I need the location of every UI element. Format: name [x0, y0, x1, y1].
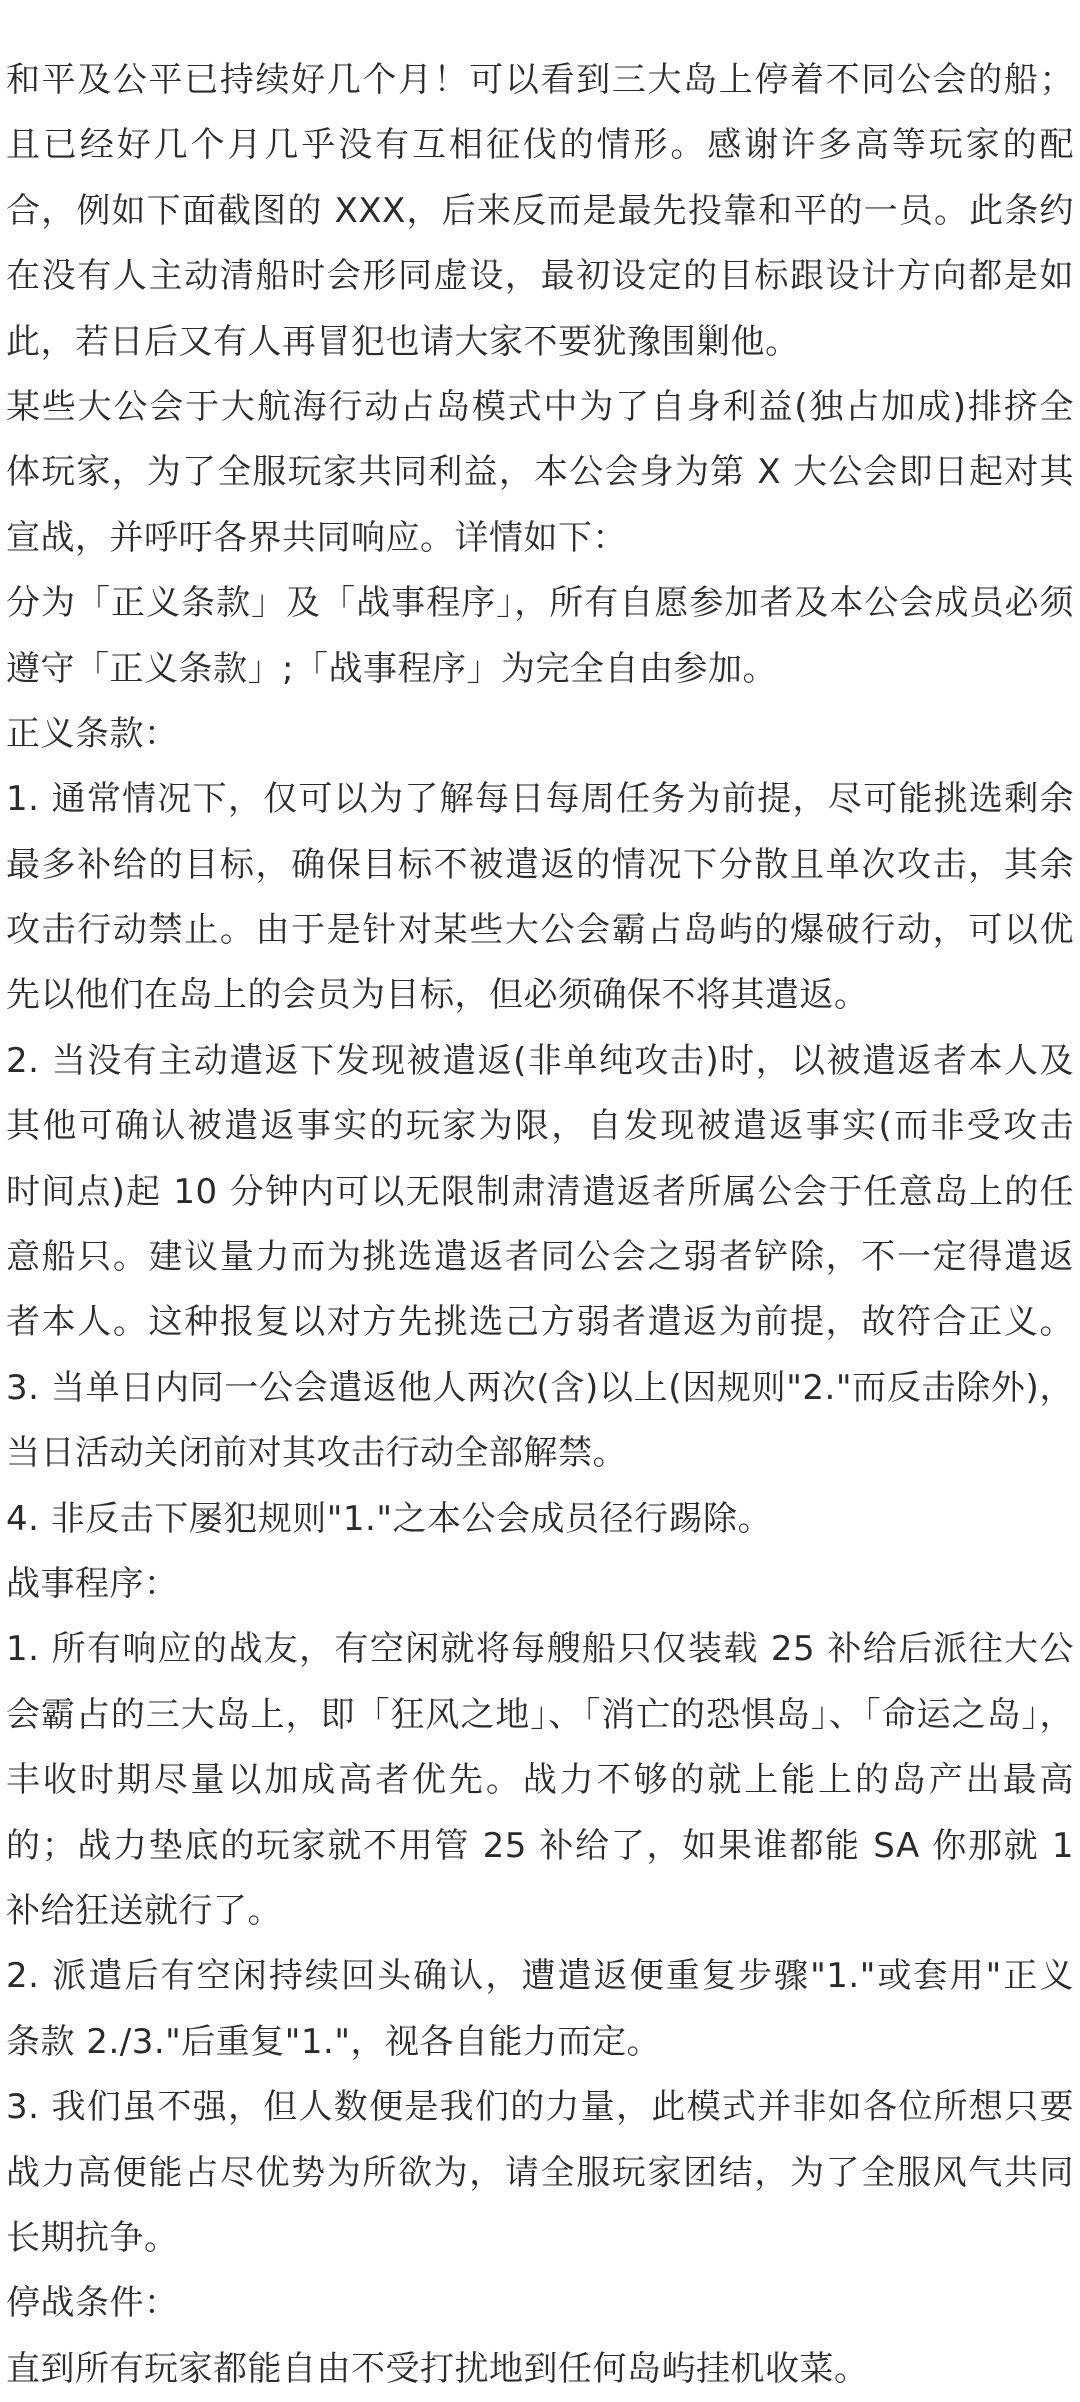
text-line: 其他可确认被遣返事实的玩家为限，自发现被遣返事实(而非受攻击	[6, 1106, 1074, 1147]
text-line: 分为「正义条款」及「战事程序」，所有自愿参加者及本公会成员必须	[6, 583, 1074, 624]
text-line: 3. 当单日内同一公会遣返他人两次(含)以上(因规则"2."而反击除外)，	[6, 1367, 1074, 1408]
text-line: 会霸占的三大岛上，即「狂风之地」、「消亡的恐惧岛」、「命运之岛」，	[6, 1694, 1074, 1735]
text-line: 2. 当没有主动遣返下发现被遣返(非单纯攻击)时，以被遣返者本人及	[6, 1040, 1074, 1081]
text-line: 的；战力垫底的玩家就不用管 25 补给了，如果谁都能 SA 你那就 1	[6, 1825, 1074, 1866]
text-line: 意船只。建议量力而为挑选遣返者同公会之弱者铲除，不一定得遣返	[6, 1237, 1074, 1278]
text-line: 遵守「正义条款」;「战事程序」为完全自由参加。	[6, 648, 777, 689]
text-line: 4. 非反击下屡犯规则"1."之本公会成员径行踢除。	[6, 1498, 772, 1539]
text-line: 时间点)起 10 分钟内可以无限制肃清遣返者所属公会于任意岛上的任	[6, 1171, 1074, 1212]
text-line: 正义条款：	[6, 713, 179, 754]
text-line: 1. 所有响应的战友，有空闲就将每艘船只仅装载 25 补给后派往大公	[6, 1629, 1074, 1670]
text-line: 此，若日后又有人再冒犯也请大家不要犹豫围剿他。	[6, 321, 800, 362]
text-line: 战力高便能占尽优势为所欲为，请全服玩家团结，为了全服风气共同	[6, 2152, 1074, 2193]
text-line: 体玩家，为了全服玩家共同利益，本公会身为第 X 大公会即日起对其	[6, 452, 1074, 493]
text-line: 补给狂送就行了。	[6, 1890, 282, 1931]
text-line: 条款 2./3."后重复"1."，视各自能力而定。	[6, 2021, 661, 2062]
text-line: 先以他们在岛上的会员为目标，但必须确保不将其遣返。	[6, 975, 869, 1016]
document-body	[0, 48, 1080, 2402]
text-line: 合，例如下面截图的 XXX，后来反而是最先投靠和平的一员。此条约	[6, 190, 1074, 231]
text-line: 停战条件：	[6, 2283, 179, 2324]
text-line: 1. 通常情况下，仅可以为了解每日每周任务为前提，尽可能挑选剩余	[6, 779, 1074, 820]
text-line: 丰收时期尽量以加成高者优先。战力不够的就上能上的岛产出最高	[6, 1760, 1074, 1801]
text-line: 2. 派遣后有空闲持续回头确认，遭遣返便重复步骤"1."或套用"正义	[6, 1956, 1074, 1997]
text-line: 攻击行动禁止。由于是针对某些大公会霸占岛屿的爆破行动，可以优	[6, 910, 1074, 951]
text-line: 3. 我们虽不强，但人数便是我们的力量，此模式并非如各位所想只要	[6, 2087, 1074, 2128]
text-line: 某些大公会于大航海行动占岛模式中为了自身利益(独占加成)排挤全	[6, 386, 1074, 427]
text-line: 直到所有玩家都能自由不受打扰地到任何岛屿挂机收菜。	[6, 2348, 869, 2389]
text-line: 和平及公平已持续好几个月！可以看到三大岛上停着不同公会的船；	[6, 60, 1074, 100]
text-line: 战事程序：	[6, 1563, 179, 1604]
text-line: 最多补给的目标，确保目标不被遣返的情况下分散且单次攻击，其余	[6, 844, 1074, 885]
text-line: 在没有人主动清船时会形同虚设，最初设定的目标跟设计方向都是如	[6, 256, 1074, 297]
text-line: 当日活动关闭前对其攻击行动全部解禁。	[6, 1433, 627, 1474]
text-line: 宣战，并呼吁各界共同响应。详情如下：	[6, 517, 627, 558]
text-line: 且已经好几个月几乎没有互相征伐的情形。感谢许多高等玩家的配	[6, 125, 1074, 166]
text-line: 长期抗争。	[6, 2217, 179, 2258]
text-line: 者本人。这种报复以对方先挑选己方弱者遣返为前提，故符合正义。	[6, 1302, 1074, 1343]
